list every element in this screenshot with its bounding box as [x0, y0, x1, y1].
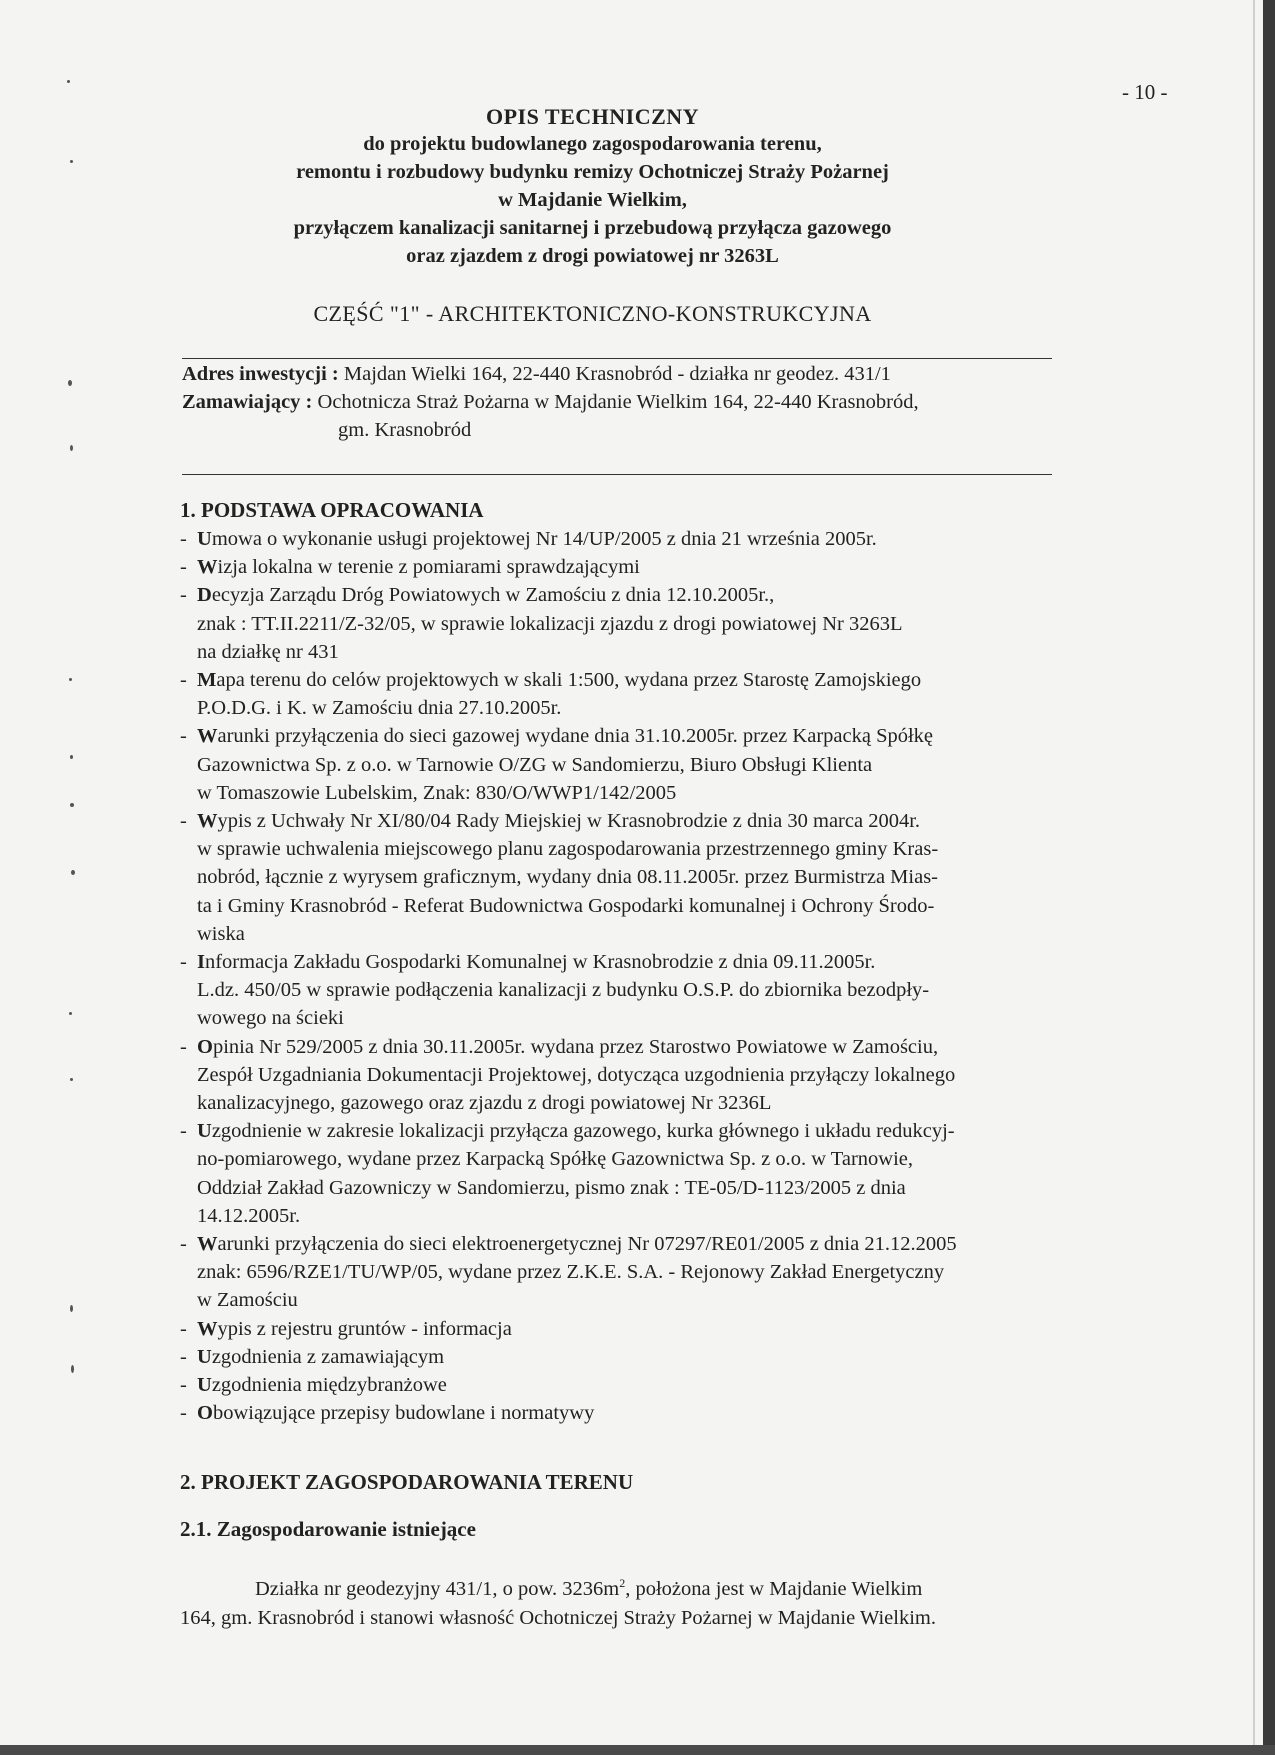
bullet-dash: - [180, 584, 187, 607]
client-line [182, 388, 919, 416]
list-item-line: Informacja Zakładu Gospodarki Komunalnej w Krasnobrodzie z dnia 09.11.2005r. [197, 951, 876, 974]
page-number: - 10 - [1122, 80, 1168, 104]
list-item-line: Uzgodnienie w zakresie lokalizacji przyłącza gazowego, kurka głównego i układu redukcyj- [197, 1120, 955, 1143]
scan-speck [70, 445, 73, 451]
scan-speck [68, 380, 72, 386]
list-item-text [197, 1399, 1100, 1427]
bullet-dash: - [180, 1120, 187, 1143]
header-line: w Majdanie Wielkim, [498, 189, 687, 211]
list-item-text [197, 1371, 1100, 1399]
bullet-dash: - [180, 1402, 187, 1425]
list-item-line: Warunki przyłączenia do sieci gazowej wydane dnia 31.10.2005r. przez Karpacką Spółkę [197, 725, 934, 748]
scan-speck [69, 1012, 72, 1015]
bullet-dash: - [180, 1233, 187, 1256]
paragraph-text: Działka nr geodezyjny 431/1, o pow. 3236m [255, 1578, 620, 1600]
list-item-text [197, 1315, 1100, 1343]
list-item-line: znak : TT.II.2211/Z-32/05, w sprawie lokalizacji zjazdu z drogi powiatowej Nr 3263L [197, 612, 903, 635]
list-item-line: w Zamościu [197, 1289, 298, 1312]
list-item-line: P.O.D.G. i K. w Zamościu dnia 27.10.2005r. [197, 697, 562, 720]
list-item-text [197, 722, 1100, 807]
scan-speck [67, 80, 70, 83]
list-item-line: wowego na ścieki [197, 1007, 344, 1030]
section-2-1-heading: 2.1. Zagospodarowanie istniejące [180, 1517, 476, 1541]
bullet-dash: - [180, 669, 187, 692]
scan-speck [69, 678, 72, 681]
scan-speck [71, 870, 75, 875]
list-item-line: Mapa terenu do celów projektowych w skali 1:500, wydana przez Starostę Zamojskiego [197, 669, 922, 692]
document-title: OPIS TECHNICZNY [485, 104, 700, 129]
list-item-line: Wypis z rejestru gruntów - informacja [197, 1317, 512, 1340]
list-item-text [197, 1117, 1100, 1230]
scan-speck [71, 1365, 74, 1373]
scan-edge-right [1263, 0, 1275, 1755]
list-item-line: Wizja lokalna w terenie z pomiarami sprawdzającymi [197, 556, 640, 579]
list-item-text [197, 807, 1100, 948]
client-label: Zamawiający : [182, 391, 313, 413]
list-item-text [197, 581, 1100, 666]
bullet-dash: - [180, 1317, 187, 1340]
list-item-line: nobród, łącznie z wyrysem graficznym, wydany dnia 08.11.2005r. przez Burmistrza Mias- [197, 866, 939, 889]
list-item-line: Gazownictwa Sp. z o.o. w Tarnowie O/ZG w Sandomierzu, Biuro Obsługi Klienta [197, 753, 873, 776]
bullet-dash: - [180, 528, 187, 550]
scan-edge-bottom [0, 1745, 1275, 1755]
list-item [180, 807, 1100, 948]
address-value: Majdan Wielki 164, 22-440 Krasnobród - działka nr geodez. 431/1 [343, 363, 891, 385]
paragraph-line [180, 1575, 1080, 1604]
list-item-line: na działkę nr 431 [197, 640, 339, 663]
section-1-heading: 1. PODSTAWA OPRACOWANIA [180, 498, 484, 522]
address-line [182, 360, 891, 388]
list-item [180, 666, 1100, 722]
list-item-line: w sprawie uchwalenia miejscowego planu zagospodarowania przestrzennego gminy Kras- [197, 838, 939, 861]
list-item [180, 1371, 1100, 1399]
list-item-line: Warunki przyłączenia do sieci elektroenergetycznej Nr 07297/RE01/2005 z dnia 21.12.2005 [197, 1233, 957, 1256]
list-item [180, 525, 1100, 553]
list-item-line: Uzgodnienia międzybranżowe [197, 1374, 447, 1397]
list-item-text [197, 553, 1100, 581]
list-item-line: Wypis z Uchwały Nr XI/80/04 Rady Miejskiej w Krasnobrodzie z dnia 30 marca 2004r. [197, 810, 921, 833]
list-item [180, 1230, 1100, 1315]
bullet-dash: - [180, 725, 187, 748]
list-item-line: w Tomaszowie Lubelskim, Znak: 830/O/WWP1/142/2005 [197, 781, 677, 804]
basis-list [180, 525, 1100, 1428]
list-item-line: Oddział Zakład Gazowniczy w Sandomierzu, pismo znak : TE-05/D-1123/2005 z dnia [197, 1176, 906, 1199]
header-line: remontu i rozbudowy budynku remizy Ochotniczej Straży Pożarnej [296, 161, 889, 183]
list-item-text [197, 1343, 1100, 1371]
bullet-dash: - [180, 1345, 187, 1368]
part-title: CZĘŚĆ "1" - ARCHITEKTONICZNO-KONSTRUKCYJNA [313, 301, 872, 326]
scan-speck [70, 755, 73, 759]
scan-speck [70, 803, 74, 807]
document-header [180, 104, 1005, 270]
list-item-text [197, 666, 1100, 722]
list-item-line: no-pomiarowego, wydane przez Karpacką Spółkę Gazownictwa Sp. z o.o. w Tarnowie, [197, 1148, 914, 1171]
list-item-line: ta i Gminy Krasnobród - Referat Budownictwa Gospodarki komunalnej i Ochrony Środo- [197, 894, 935, 917]
address-label: Adres inwestycji : [182, 363, 339, 385]
list-item-line: 14.12.2005r. [197, 1204, 301, 1227]
list-item-text [197, 525, 1100, 553]
list-item [180, 1315, 1100, 1343]
list-item-text [197, 1033, 1100, 1118]
scan-speck [70, 1305, 73, 1312]
client-value: Ochotnicza Straż Pożarna w Majdanie Wielkim 164, 22-440 Krasnobród, [317, 391, 919, 413]
header-line: przyłączem kanalizacji sanitarnej i przebudową przyłącza gazowego [293, 217, 892, 239]
list-item [180, 581, 1100, 666]
paragraph-line: 164, gm. Krasnobród i stanowi własność Ochotniczej Straży Pożarnej w Majdanie Wielkim. [180, 1606, 936, 1629]
list-item [180, 1343, 1100, 1371]
list-item-line: wiska [197, 922, 245, 945]
list-item-line: Zespół Uzgadniania Dokumentacji Projektowej, dotycząca uzgodnienia przyłączy lokalnego [197, 1063, 956, 1086]
client-value-continued: gm. Krasnobród [338, 419, 472, 441]
list-item-line: kanalizacyjnego, gazowego oraz zjazdu z drogi powiatowej Nr 3236L [197, 1092, 772, 1115]
list-item [180, 722, 1100, 807]
bullet-dash: - [180, 810, 187, 833]
scan-speck [70, 1078, 73, 1081]
paragraph [180, 1575, 1080, 1632]
list-item [180, 948, 1100, 1033]
section-2-heading: 2. PROJEKT ZAGOSPODAROWANIA TERENU [180, 1470, 634, 1494]
list-item [180, 1117, 1100, 1230]
list-item-line: znak: 6596/RZE1/TU/WP/05, wydane przez Z.K.E. S.A. - Rejonowy Zakład Energetyczny [197, 1261, 945, 1284]
list-item-text [197, 948, 1100, 1033]
bullet-dash: - [180, 951, 187, 974]
bullet-dash: - [180, 1035, 187, 1058]
paragraph-text: , położona jest w Majdanie Wielkim [625, 1578, 923, 1600]
list-item-line: Umowa o wykonanie usługi projektowej Nr 14/UP/2005 z dnia 21 września 2005r. [197, 528, 877, 550]
list-item [180, 1033, 1100, 1118]
list-item [180, 1399, 1100, 1427]
bullet-dash: - [180, 556, 187, 579]
scan-speck [70, 160, 73, 163]
divider [182, 358, 1052, 359]
header-line: do projektu budowlanego zagospodarowania terenu, [363, 133, 822, 155]
list-item-line: Obowiązujące przepisy budowlane i normatywy [197, 1402, 595, 1425]
header-line: oraz zjazdem z drogi powiatowej nr 3263L [406, 245, 779, 267]
list-item-line: L.dz. 450/05 w sprawie podłączenia kanalizacji z budynku O.S.P. do zbiornika bezodpły- [197, 979, 930, 1002]
list-item-line: Opinia Nr 529/2005 z dnia 30.11.2005r. wydana przez Starostwo Powiatowe w Zamościu, [197, 1035, 939, 1058]
divider [182, 474, 1052, 475]
list-item-text [197, 1230, 1100, 1315]
list-item [180, 553, 1100, 581]
list-item-line: Decyzja Zarządu Dróg Powiatowych w Zamościu z dnia 12.10.2005r., [197, 584, 775, 607]
scan-margin-line [1253, 0, 1255, 1745]
superscript: 2 [619, 1576, 626, 1591]
bullet-dash: - [180, 1374, 187, 1397]
list-item-line: Uzgodnienia z zamawiającym [197, 1345, 445, 1368]
